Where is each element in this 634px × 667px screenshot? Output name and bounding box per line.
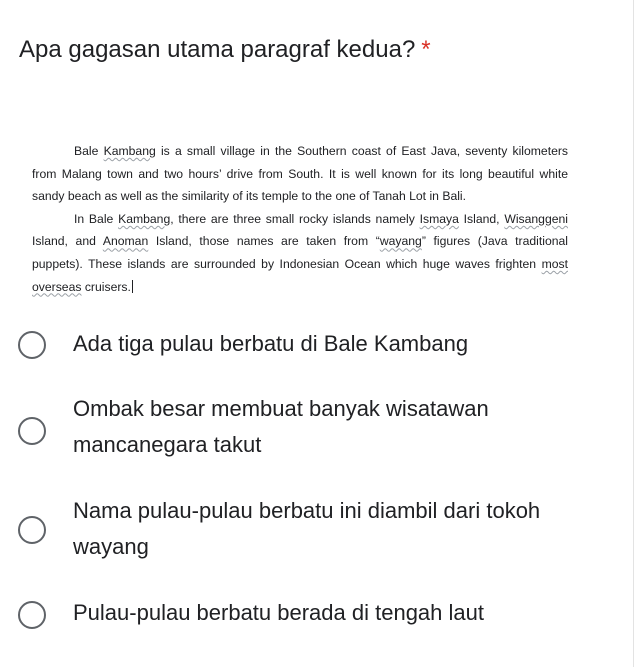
spellcheck-word: most overseas — [32, 256, 568, 294]
text-cursor — [132, 280, 133, 293]
option-4[interactable] — [0, 588, 620, 640]
passage-paragraph-1: Bale Kambang is a small village in the Southern coast of East Java, seventy kilometers from Malang town and two hours’ drive from South. It is well known for its long beautiful white sandy beach as well as the similarity of its temple to the one of Tanah Lot in Bali. — [32, 144, 569, 204]
spellcheck-word: Kambang — [103, 144, 156, 158]
spellcheck-word: Kambang — [118, 211, 171, 226]
radio-button[interactable] — [18, 516, 46, 544]
reading-passage — [32, 140, 568, 298]
spellcheck-word: Anoman — [102, 234, 149, 249]
radio-button[interactable] — [18, 331, 46, 359]
option-label: Nama pulau-pulau berbatu ini diambil dari tokoh wayang — [73, 498, 541, 559]
option-1[interactable] — [0, 318, 620, 370]
passage-paragraph-2: In Bale Kambang, there are three small rocky islands namely Ismaya Island, Wisanggeni Island, and Anoman Island, those names are taken from “wayang” figures (Java traditional puppets). These islands are surrounded by Indonesian Ocean which huge waves frighten most overseas cruisers. — [32, 211, 568, 294]
question-text: Apa gagasan utama paragraf kedua? — [19, 36, 416, 63]
required-asterisk: * — [421, 36, 431, 63]
option-label: Ombak besar membuat banyak wisatawan mancanegara takut — [73, 396, 489, 457]
option-3[interactable] — [0, 493, 620, 579]
question-title — [19, 36, 431, 64]
spellcheck-word: Wisanggeni — [504, 211, 568, 226]
radio-button[interactable] — [18, 601, 46, 629]
spellcheck-word: Ismaya — [419, 211, 459, 226]
spellcheck-word: wayang — [379, 234, 422, 249]
option-2[interactable] — [0, 390, 620, 476]
option-label: Pulau-pulau berbatu berada di tengah laut — [73, 600, 484, 625]
radio-button[interactable] — [18, 417, 46, 445]
option-label: Ada tiga pulau berbatu di Bale Kambang — [73, 331, 469, 356]
